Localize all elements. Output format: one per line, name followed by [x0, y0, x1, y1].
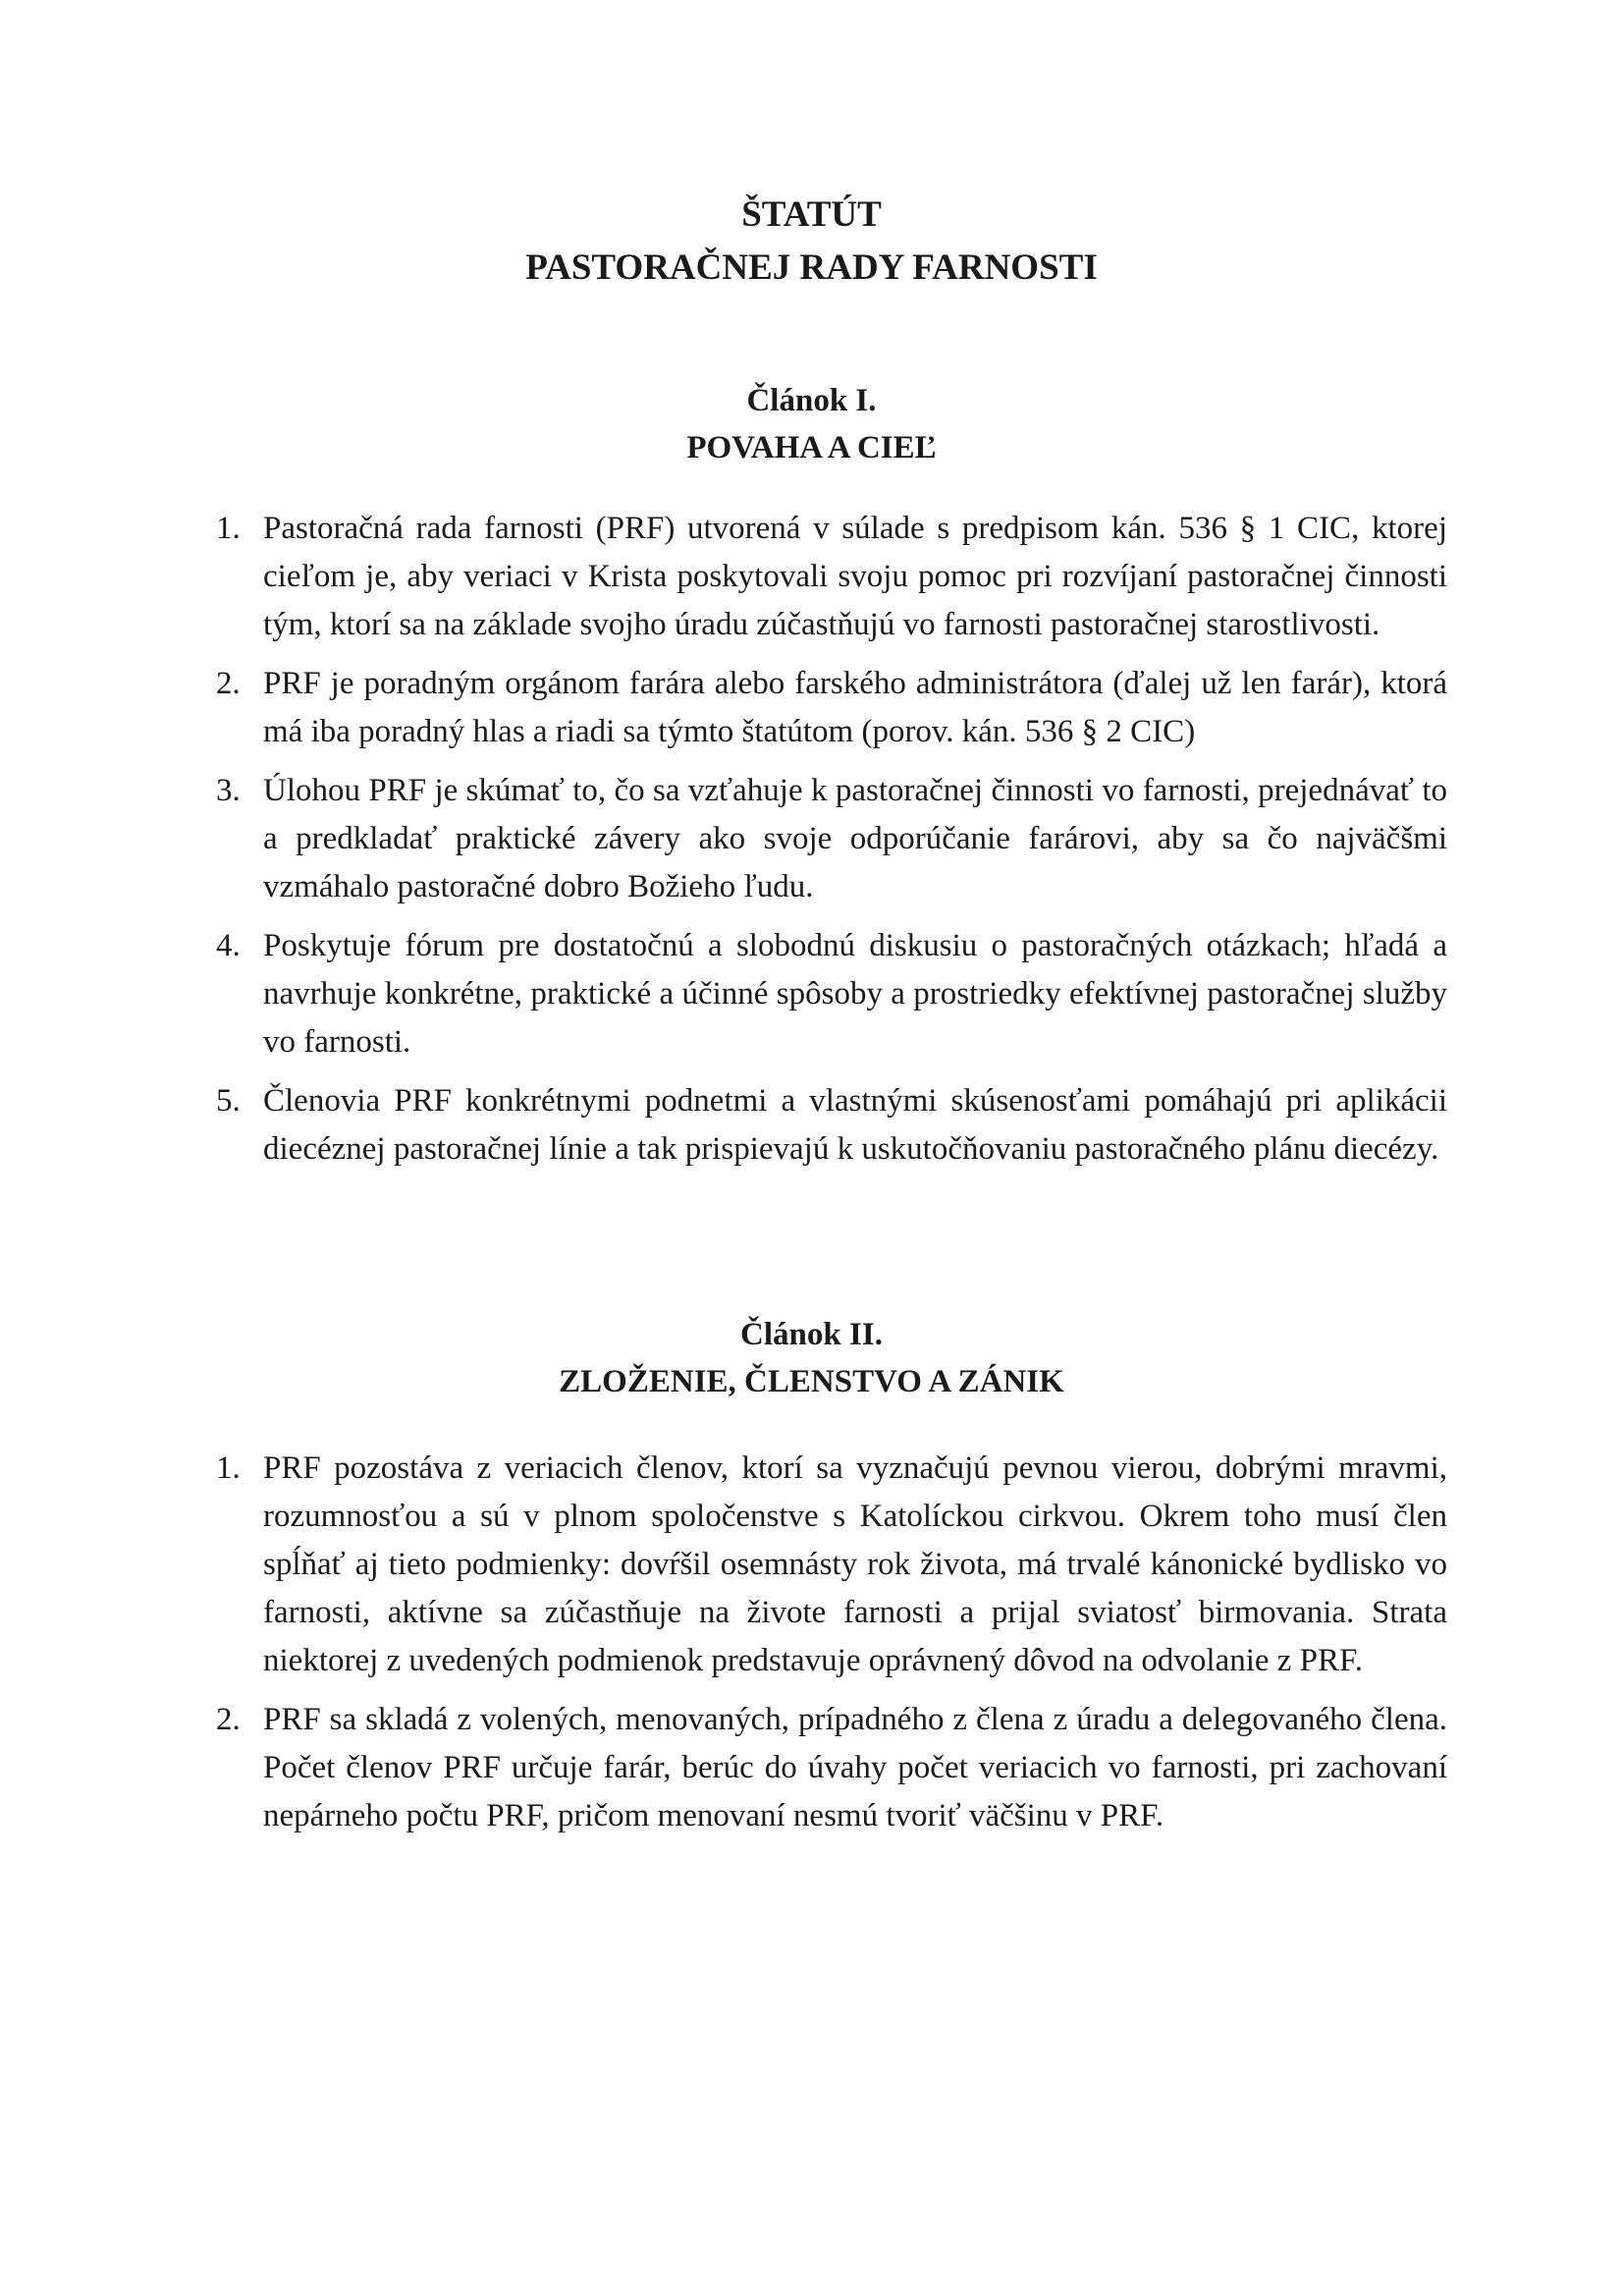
article-1-list: [216, 505, 1447, 1184]
article-1-title: POVAHA A CIEĽ: [686, 430, 937, 465]
item-number: 1.: [216, 511, 241, 546]
item-number: 3.: [216, 773, 241, 808]
article-1-number: Článok I.: [746, 383, 877, 418]
list-item: [216, 767, 1447, 911]
list-item: [216, 1077, 1447, 1174]
title-line-1: ŠTATÚT: [741, 194, 882, 235]
list-item: [216, 1696, 1447, 1840]
article-2-title: ZLOŽENIE, ČLENSTVO A ZÁNIK: [559, 1364, 1064, 1399]
item-text: PRF sa skladá z volených, menovaných, prípadného z člena z úradu a delegovaného člena. Počet členov PRF určuje farár, berúc do úvahy počet veriacich vo farnosti, pri zachovaní nepárneho počtu PRF, pričom menovaní nesmú tvoriť väčšinu v PRF.: [263, 1702, 1447, 1833]
item-text: Poskytuje fórum pre dostatočnú a slobodnú diskusiu o pastoračných otázkach; hľadá a navrhuje konkrétne, praktické a účinné spôsoby a prostriedky efektívnej pastoračnej služby vo farnosti.: [263, 928, 1447, 1060]
list-item: [216, 1445, 1447, 1685]
item-number: 5.: [216, 1083, 241, 1119]
article-2-number: Článok II.: [740, 1317, 883, 1352]
item-text: Členovia PRF konkrétnymi podnetmi a vlastnými skúsenosťami pomáhajú pri aplikácii diecéznej pastoračnej línie a tak prispievajú k uskutočňovaniu pastoračného plánu diecézy.: [263, 1083, 1447, 1167]
item-number: 2.: [216, 666, 241, 701]
title-line-2: PASTORAČNEJ RADY FARNOSTI: [525, 247, 1098, 288]
item-text: PRF pozostáva z veriacich členov, ktorí sa vyznačujú pevnou vierou, dobrými mravmi, rozumnosťou a sú v plnom spoločenstve s Katolíckou cirkvou. Okrem toho musí člen spĺňať aj tieto podmienky: dovŕšil osemnásty rok života, má trvalé kánonické bydlisko vo farnosti, aktívne sa zúčastňuje na živote farnosti a prijal sviatosť birmovania. Strata niektorej z uvedených podmienok predstavuje oprávnený dôvod na odvolanie z PRF.: [263, 1450, 1447, 1678]
list-item: [216, 660, 1447, 756]
item-number: 2.: [216, 1702, 241, 1737]
item-number: 4.: [216, 928, 241, 963]
article-1-heading: [0, 377, 1623, 471]
article-2-heading: [0, 1311, 1623, 1405]
document-title: [0, 189, 1623, 295]
item-text: Pastoračná rada farnosti (PRF) utvorená v súlade s predpisom kán. 536 § 1 CIC, ktorej cieľom je, aby veriaci v Krista poskytovali svoju pomoc pri rozvíjaní pastoračnej činnosti tým, ktorí sa na základe svojho úradu zúčastňujú vo farnosti pastoračnej starostlivosti.: [263, 511, 1447, 642]
item-number: 1.: [216, 1450, 241, 1486]
item-text: PRF je poradným orgánom farára alebo farského administrátora (ďalej už len farár), ktorá má iba poradný hlas a riadi sa týmto štatútom (porov. kán. 536 § 2 CIC): [263, 666, 1447, 749]
item-text: Úlohou PRF je skúmať to, čo sa vzťahuje k pastoračnej činnosti vo farnosti, prejednávať to a predkladať praktické závery ako svoje odporúčanie farárovi, aby sa čo najväčšmi vzmáhalo pastoračné dobro Božieho ľudu.: [263, 773, 1447, 904]
article-2-list: [216, 1445, 1447, 1851]
list-item: [216, 505, 1447, 649]
list-item: [216, 922, 1447, 1066]
